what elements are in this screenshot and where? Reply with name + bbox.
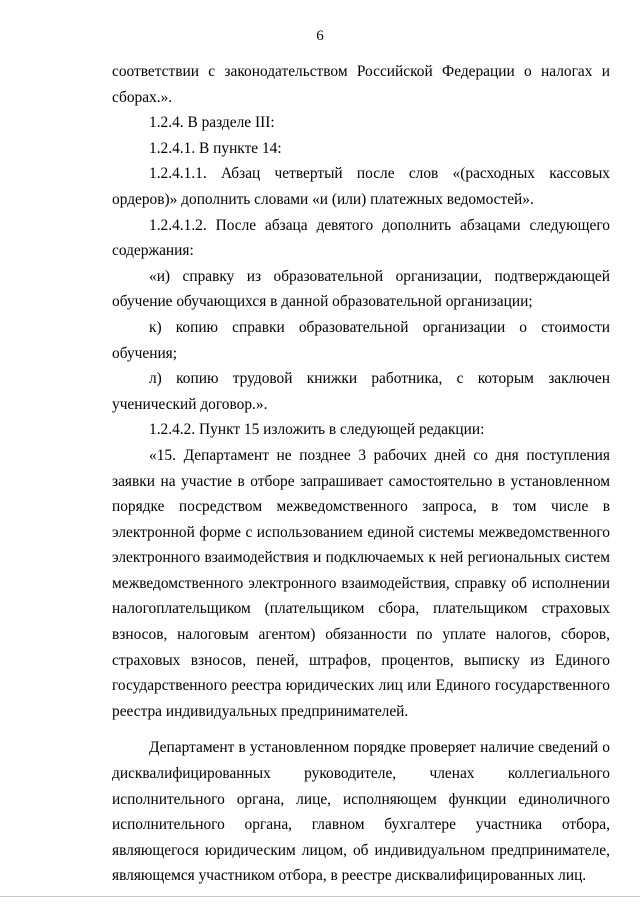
paragraph-item-l: л) копию трудовой книжки работника, с которым заключен ученический договор.». bbox=[112, 370, 610, 413]
paragraph-item-i: «и) справку из образовательной организации, подтверждающей обучение обучающихся в данной образовательной организации; bbox=[112, 267, 610, 311]
paragraph-item-k: к) копию справки образовательной организации о стоимости обучения; bbox=[112, 318, 610, 362]
paragraph-amendment-2: 1.2.4.1.2. После абзаца девятого дополнить абзацами следующего содержания: bbox=[112, 216, 610, 260]
document-body bbox=[112, 59, 610, 889]
page-bottom-divider bbox=[0, 896, 640, 897]
paragraph-disqualification-check: Департамент в установленном порядке проверяет наличие сведений о дисквалифицированных руководителе, членах коллегиального исполнительного органа, лице, исполняющем функции единоличного исполнительного органа, главном бухгалтере участника отбора, являющегося юридическим лицом, об индивидуальном предпринимателе, являющемся участником отбора, в реестре дисквалифицированных лиц. bbox=[112, 739, 610, 885]
paragraph-clause-15-heading: 1.2.4.2. Пункт 15 изложить в следующей редакции: bbox=[149, 421, 485, 439]
paragraph-clause-heading: 1.2.4.1. В пункте 14: bbox=[149, 139, 282, 157]
paragraph-clause-15: «15. Департамент не позднее 3 рабочих дней со дня поступления заявки на участие в отборе запрашивает самостоятельно в установленном порядке посредством межведомственного запроса, в том числе в электронной форме с использованием единой системы межведомственного электронного взаимодействия и подключаемых к ней региональных систем межведомственного электронного взаимодействия, справку об исполнении налогоплательщиком (плательщиком сбора, плательщиком страховых взносов, налоговым агентом) обязанности по уплате налогов, сборов, страховых взносов, пеней, штрафов, процентов, выписку из Единого государственного реестра юридических лиц или Единого государственного реестра индивидуальных предпринимателей. bbox=[112, 446, 610, 720]
paragraph-section-heading: 1.2.4. В разделе III: bbox=[149, 114, 275, 132]
page-number: 6 bbox=[316, 28, 324, 44]
paragraph-amendment-1: 1.2.4.1.1. Абзац четвертый после слов «(расходных кассовых ордеров)» дополнить словами «и (или) платежных ведомостей». bbox=[112, 165, 610, 208]
paragraph-continuation: соответствии с законодательством Российской Федерации о налогах и сборах.». bbox=[112, 63, 610, 106]
